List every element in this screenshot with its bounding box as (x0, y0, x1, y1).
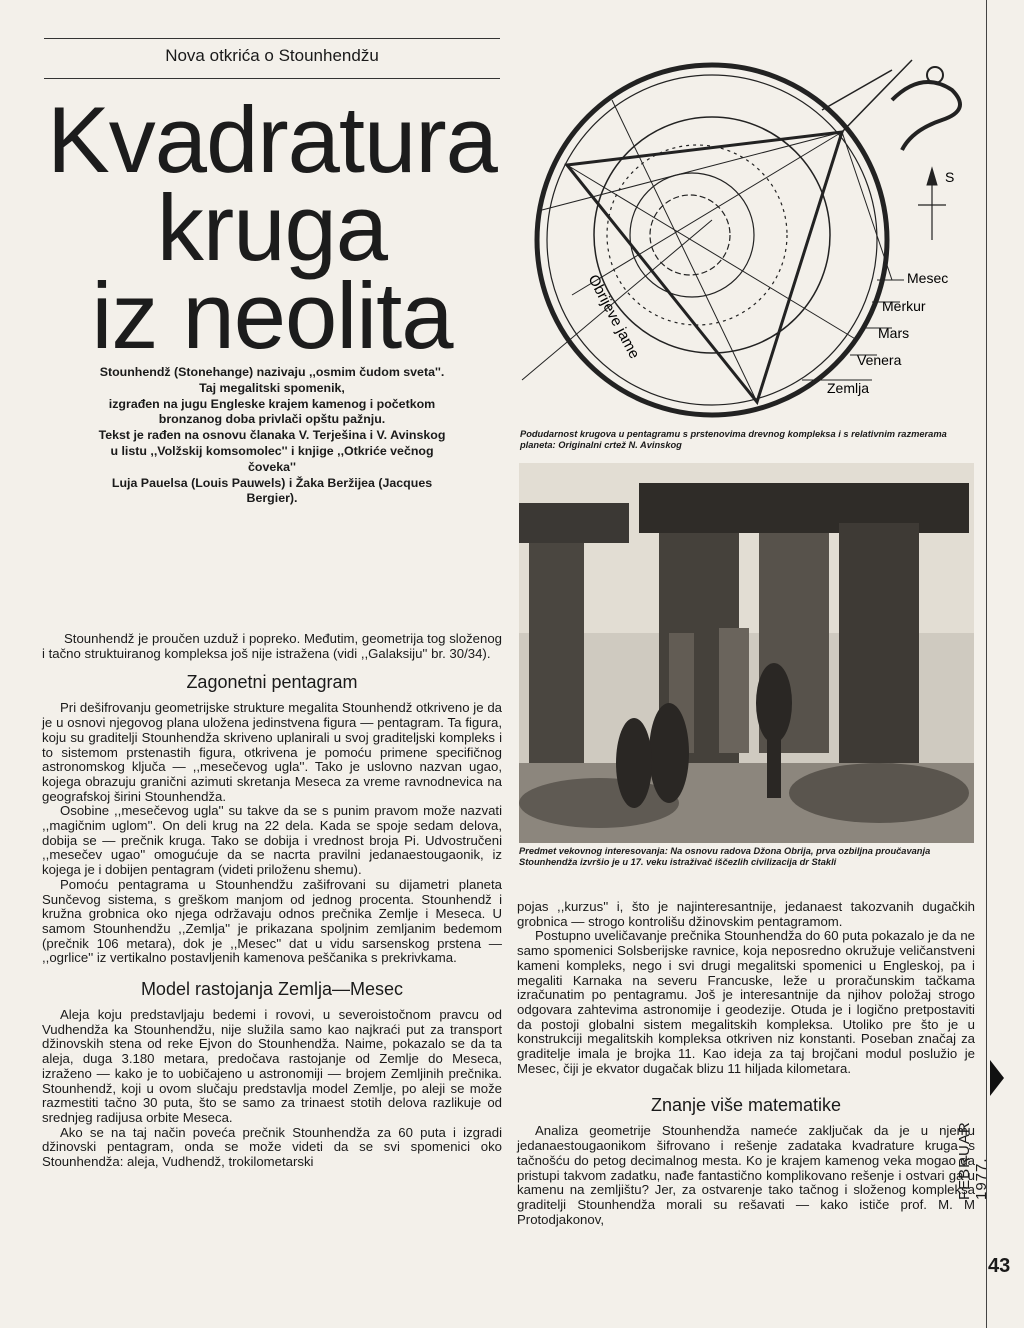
lead-line: Tekst je rađen na osnovu članaka V. Terješina i V. Avinskog (98, 428, 446, 443)
lead-line: Stounhendž (Stonehange) nazivaju ,,osmim čudom sveta''. (99, 365, 445, 379)
label-mars: Mars (878, 325, 910, 341)
title-line-1: Kvadratura (47, 87, 497, 192)
lead-line: čoveka'' (248, 459, 296, 474)
lead-line: bronzanog doba privlači opštu pažnju. (158, 412, 386, 427)
label-zemlja: Zemlja (827, 380, 870, 396)
label-mesec: Mesec (907, 270, 949, 286)
lead-line: u listu ,,Volžskij komsomolec'' i knjige ,,Otkriće večnog (110, 443, 434, 458)
diagram-caption: Podudarnost krugova u pentagramu s prstenovima drevnog kompleksa i s relativnim razmerama planeta: Originalni crtež N. Avinskog (520, 429, 947, 450)
article-title (44, 87, 500, 368)
lead-line: Luja Pauelsa (Louis Pauwels) i Žaka Beržijea (Jacques (111, 475, 433, 490)
paragraph: Pomoću pentagrama u Stounhendžu zašifrovani su dijametri planeta Sunčevog sistema, s greškom manjom od jednog procenta. Stounhendž i kružna grobnica oko njega održavaju odnos prečnika Zemlje i Meseca. U samom Stounhendžu ,,Zemlja'' je prikazana spoljnim zemljanim bedemom (prečnik 106 metara), dok je ,,Mesec'' dat u vidu sarsenskog prstena — ,,ogrlice'' iz vertikalno postavljenih kamenova peščanika s prekrivkama. (42, 876, 502, 966)
lead-line: izgrađen na jugu Engleske krajem kamenog i početkom (108, 396, 436, 411)
column-left (42, 632, 502, 1170)
issue-date: FEBRUAR 1977. (956, 1121, 990, 1200)
photo-caption: Predmet vekovnog interesovanja: Na osnovu radova Džona Obrija, prva ozbiljna proučavanja Stounhendža izvršio je u 17. veku istraživač iščezlih civilizacija dr Stakli (519, 846, 931, 867)
paragraph: Osobine ,,mesečevog ugla'' su takve da se s punim pravom može nazvati ,,magičnim uglom''. On deli krug na 22 dela. Kada se spoje sedam delova, dobija se — prečnik kruga. Tako se dobija i vrednost broja Pi. Udvostručeni ,,mesečev ugao'' omogućuje da se nacrta pravilni jedanaestougaonik, iz kojega je i dobijen pentagram (videti priloženu shemu). (42, 803, 502, 878)
paragraph: Analiza geometrije Stounhendža nameće zaključak da je u njemu jedanaestougaonikom šifrovano i rešenje zadataka kvadrature kruga s tačnošću do petog decimalnog mesta. Ko je krajem kamenog veka mogao da pristupi takvom zadatku, nađe fantastično komplikovano rešenje i ostvari ga u kamenu na zemljištu? Jer, za ostvarenje tako tačnog i složenog kompleksa graditelji Stounhendža morali su rešavati — kako ističe prof. M. M Protodjakonov, (517, 1123, 975, 1227)
subheading-pentagram: Zagonetni pentagram (186, 672, 358, 693)
continue-arrow-icon (990, 1060, 1004, 1096)
label-merkur: Merkur (882, 298, 926, 314)
lead-line: Taj megalitski spomenik, (199, 380, 345, 395)
stonehenge-engraving-image (519, 463, 974, 843)
paragraph: Aleja koju predstavljaju bedemi i rovovi, u severoistočnom pravcu od Vudhendža ka Stounhendžu, nije služila samo kao najkraći put za transport džinovskih stena od reke Ejvon do Stounhendža. Naime, pokazalo se da ta aleja, duga 3.180 metara, predočava rastojanje od Zemlje do Meseca, izraženo — kako je to uobičajeno u astronomiji — brojem Zemljinih prečnika. Stounhendž, koji u ovom slučaju predstavlja model Zemlje, po aleji se može razmestiti tačno 30 puta, što se samo za trinaest stotih delova razlikuje od srednjeg radijusa orbite Meseca. (42, 1007, 502, 1125)
intro-paragraph: Stounhendž je proučen uzduž i popreko. Međutim, geometrija tog složenog i tačno struktuiranog kompleksa još nije istražena (vidi ,,Galaksiju'' br. 30/34). (42, 631, 502, 661)
north-label: S (945, 169, 955, 185)
paragraph: Pri dešifrovanju geometrijske strukture megalita Stounhendž otkriveno je da je u osnovi njegovog plana uložena jedinstvena figura — pentagram. Ta figura, koju su graditelji Stounhendža skriveno uplanirali u svoj graditeljski kompleks i to sistemom prstenastih figura, otkrivena je pomoću primene specifičnog astronomskog ključa — ,,mesečevog ugla''. Tako je uslovno nazvan ugao, kojega obrazuju granični azimuti skretanja Meseca za vreme ravnodnevica na geografskoj širini Stounhendža. (42, 700, 502, 804)
stonehenge-pentagram-diagram (512, 40, 982, 420)
column-right (517, 900, 975, 1227)
paragraph: pojas ,,kurzus'' i, što je najinteresantnije, jedanaest takozvanih dugačkih grobnica — strogo kontrolišu džinovskim pentagramom. (517, 899, 975, 929)
kicker-rule (44, 78, 500, 79)
subheading-mathematics: Znanje više matematike (650, 1095, 842, 1116)
paragraph: Postupno uveličavanje prečnika Stounhendža do 60 puta pokazalo je da ne samo spomenici Solsberijske ravnice, koja neposredno okružuje veličanstveni kameni kompleks, nego i svi drugi megalitski spomenici u Engleskoj, pa i megaliti Karnaka na severu Francuske, leže u proračunskim tačkama izračunatim po pentagramu. Još je interesantnije da njihov položaj strogo odgovara zahtevima astronomije i geodezije. Otuda je i logično pretpostaviti da postoji globalni sistem megalitskih kompleksa. Utoliko pre što je u konstrukciji megalitskih kompleksa otkriven niz konstanti. Poseban značaj za graditelje imala je brojka 11. Kao ideja za taj brojčani modul poslužio je Mesec, čiji je ekvator dugačak blizu 11 hiljada kilometara. (517, 928, 975, 1076)
title-line-2: kruga (156, 175, 388, 280)
title-line-3: iz neolita (91, 263, 453, 368)
section-kicker: Nova otkrića o Stounhendžu (165, 46, 379, 65)
lead-line: Bergier). (246, 491, 298, 506)
arc-label: Obrijeve jame (584, 271, 643, 362)
article-lead (44, 365, 500, 507)
top-rule (44, 38, 500, 39)
label-venera: Venera (857, 352, 902, 368)
page-number: 43 (988, 1255, 1011, 1277)
subheading-model: Model rastojanja Zemlja—Mesec (140, 979, 404, 1000)
paragraph: Ako se na taj način poveća prečnik Stounhendža za 60 puta i izgradi džinovski pentagram, onda se može videti da se svi spomenici oko Stounhendža: aleja, Vudhendž, trokilometarski (42, 1124, 502, 1170)
